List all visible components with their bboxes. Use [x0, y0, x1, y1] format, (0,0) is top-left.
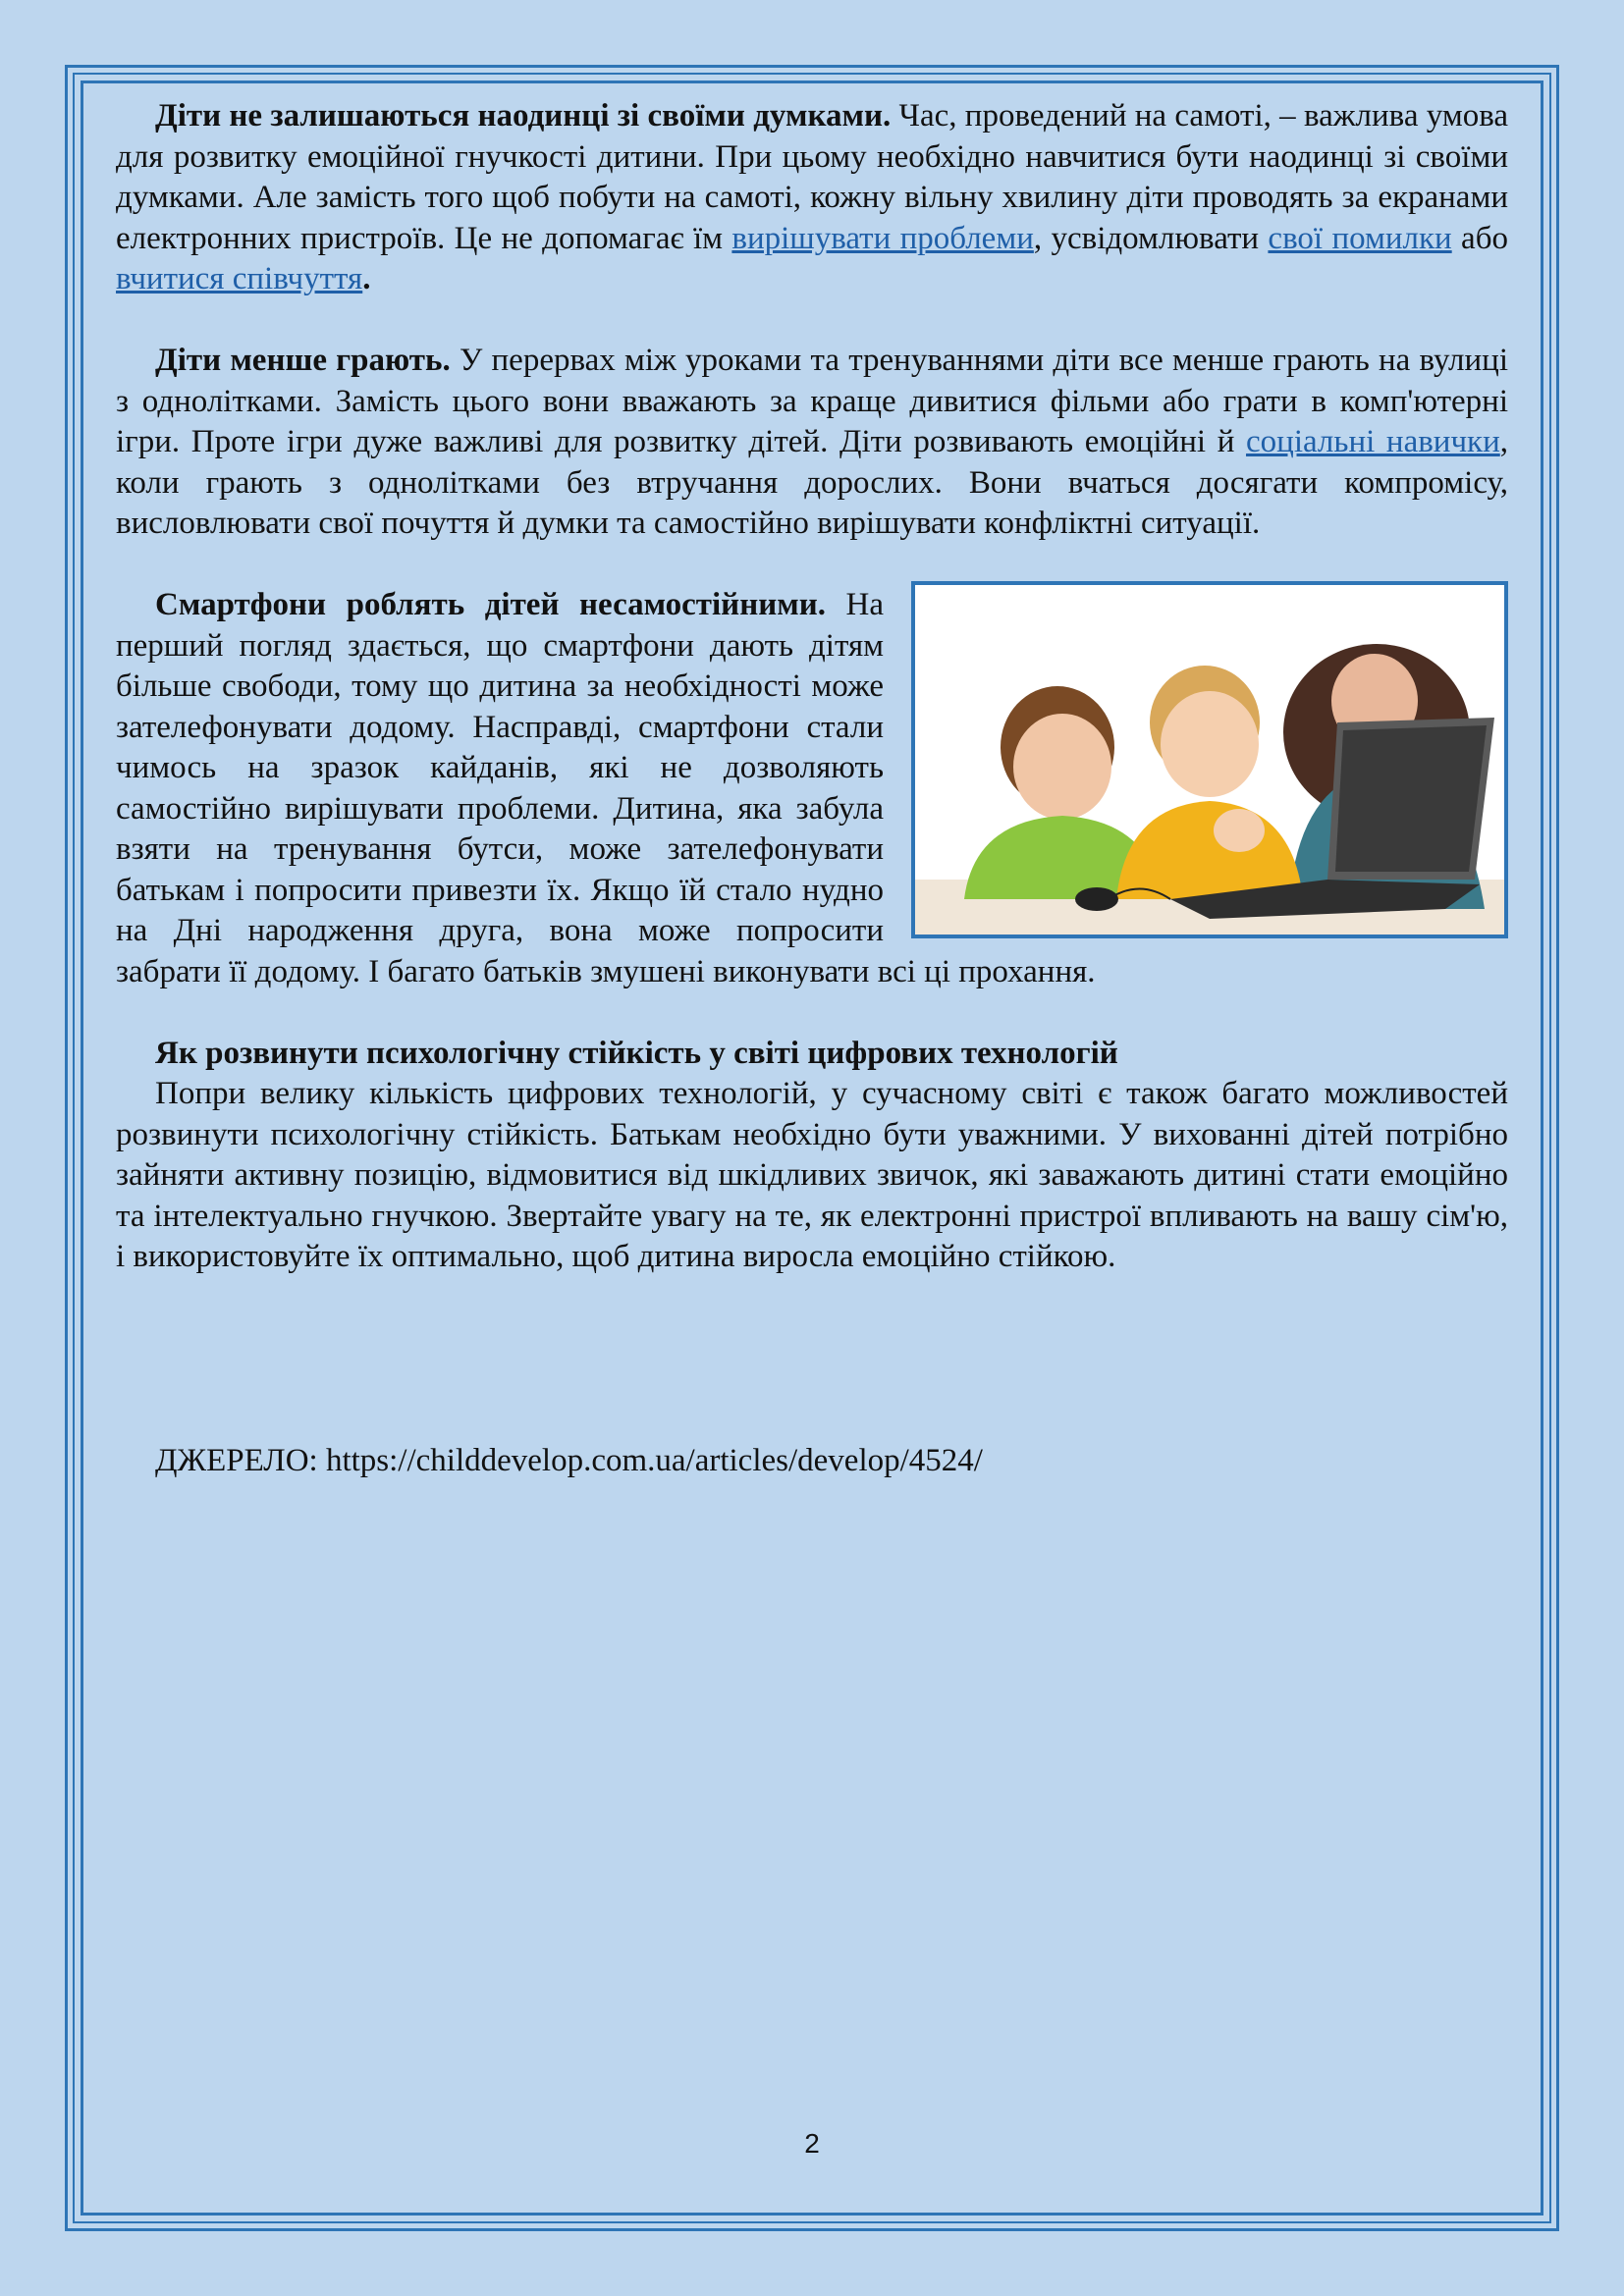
- paragraph-alone-with-thoughts: [116, 96, 1508, 300]
- children-laptop-photo: [911, 581, 1508, 938]
- paragraph-period: .: [362, 261, 371, 296]
- link-social-skills[interactable]: соціальні навички: [1246, 424, 1500, 459]
- paragraph-text: , коли грають з однолітками без втручання дорослих. Вони вчаться досягати компромісу, висловлювати свої почуття й думки та самостійно вирішувати конфліктні ситуації.: [116, 424, 1508, 541]
- paragraph-kids-play-less: [116, 341, 1508, 545]
- page-number: 2: [804, 2128, 820, 2159]
- paragraph-text: , усвідомлювати: [1033, 220, 1269, 256]
- paragraph-text: На перший погляд здається, що смартфони дають дітям більше свободи, тому що дитина за необхідності може зателефонувати додому. Насправді, смартфони стали чимось на зразок кайданів, які не дозволяють самостійно вирішувати проблеми. Дитина, яка забула взяти на тренування бутси, може зателефонувати батькам і попросити привезти їх. Якщо їй стало нудно на Дні народження друга, вона може попросити забрати її додому. І багато батьків змушені виконувати всі ці прохання.: [116, 587, 1096, 989]
- source-line: ДЖЕРЕЛО: https://childdevelop.com.ua/articles/develop/4524/: [155, 1442, 983, 1478]
- paragraph-resilience: Попри велику кількість цифрових технологій, у сучасному світі є також багато можливостей розвинути психологічну стійкість. Батькам необхідно бути уважними. У вихованні дітей потрібно зайняти активну позицію, відмовитися від шкідливих звичок, які заважають дитині стати емоційно та інтелектуально гнучкою. Звертайте увагу на те, як електронні пристрої впливають на вашу сім'ю, і використовуйте їх оптимально, щоб дитина виросла емоційно стійкою.: [116, 1076, 1508, 1274]
- article-body: [116, 96, 1508, 1481]
- paragraph-heading: Смартфони роблять дітей несамостійними.: [155, 587, 826, 622]
- paragraph-text: У перервах між уроками та тренуваннями діти все менше грають на вулиці з однолітками. Замість цього вони вважають за краще дивитися фільми або грати в комп'ютерні ігри. Проте ігри дуже важливі для розвитку дітей. Діти розвивають емоційні й: [116, 343, 1508, 459]
- paragraph-text: або: [1451, 220, 1508, 256]
- paragraph-heading: Діти не залишаються наодинці зі своїми думками.: [155, 98, 892, 133]
- link-learn-empathy[interactable]: вчитися співчуття: [116, 261, 363, 296]
- link-solve-problems[interactable]: вирішувати проблеми: [731, 220, 1034, 256]
- link-own-mistakes[interactable]: свої помилки: [1268, 220, 1452, 256]
- paragraph-text: Час, проведений на самоті, – важлива умова для розвитку емоційної гнучкості дитини. При цьому необхідно навчитися бути наодинці зі своїми думками. Але замість того щоб побути на самоті, кожну вільну хвилину діти проводять за екранами електронних пристроїв. Це не допомагає їм: [116, 98, 1509, 256]
- paragraph-heading: Діти менше грають.: [155, 343, 451, 378]
- section-heading: Як розвинути психологічну стійкість у світі цифрових технологій: [155, 1035, 1118, 1071]
